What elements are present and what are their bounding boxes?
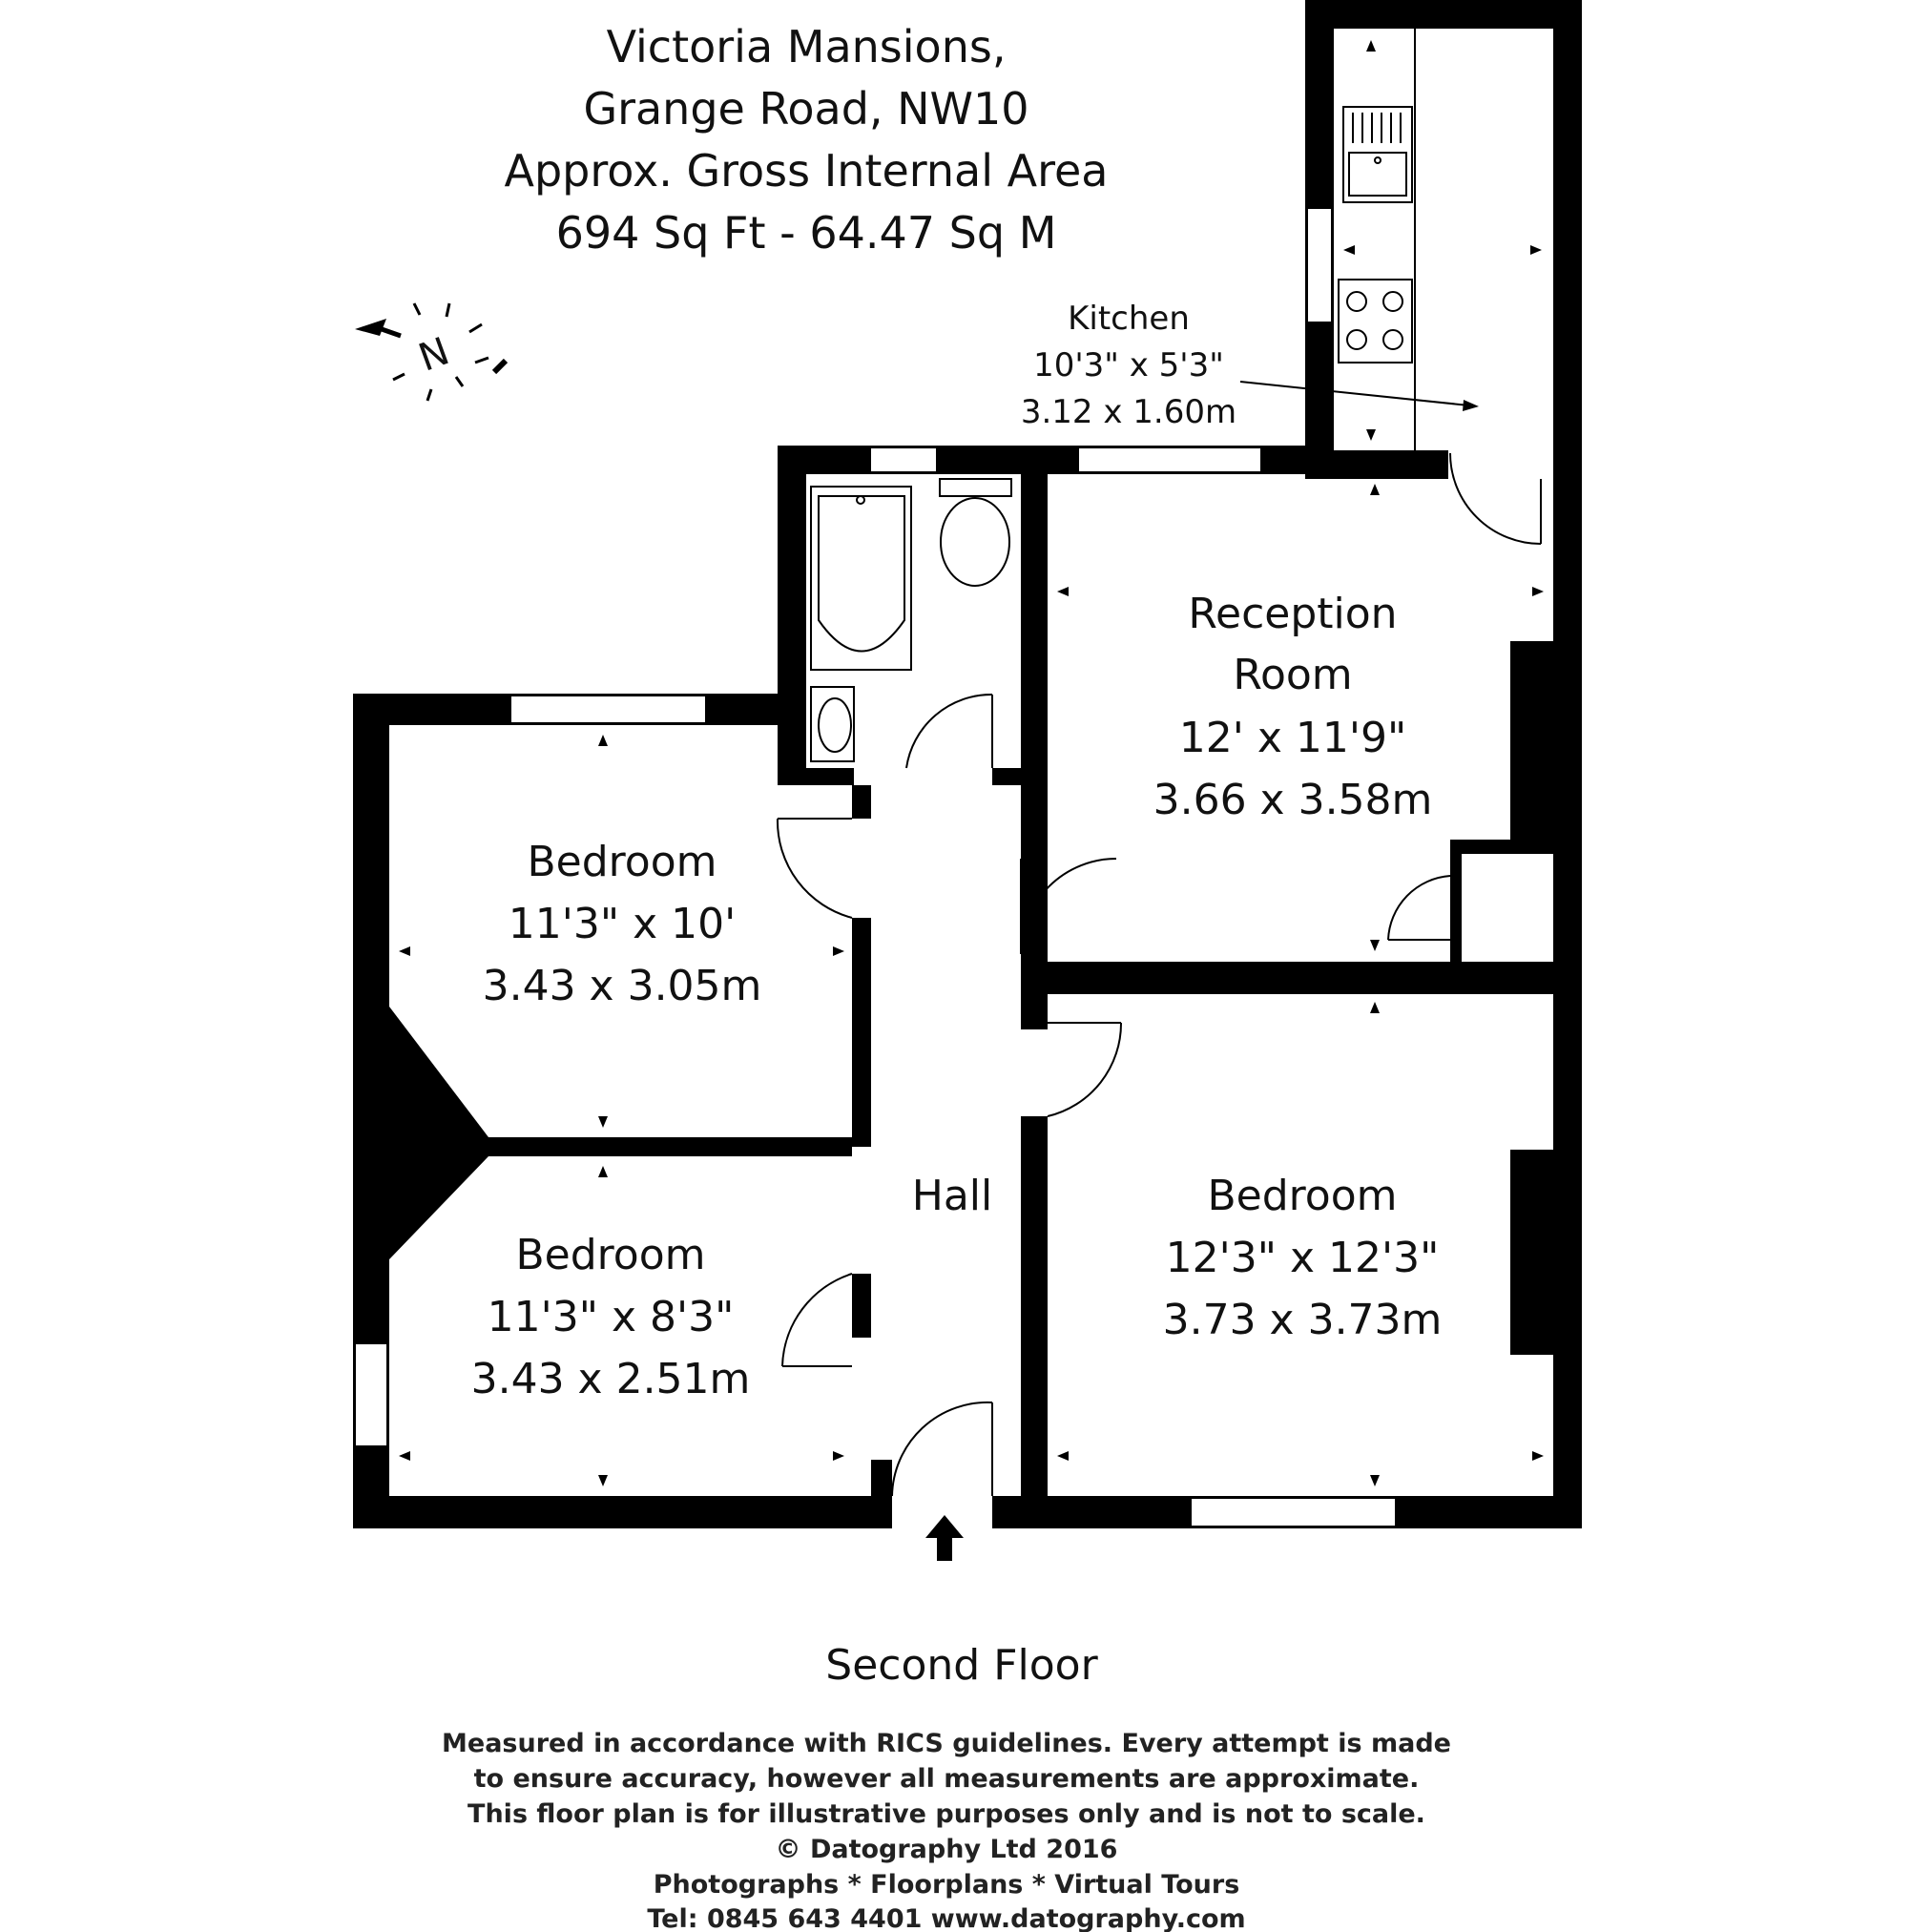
bedroom-2-name: Bedroom [515,1231,706,1279]
wall [852,1274,871,1338]
header-line-1: Victoria Mansions, [606,21,1007,73]
wall [353,1496,892,1528]
bedroom-1-metric: 3.43 x 3.05m [482,962,762,1010]
door-swing [778,819,852,918]
disclaimer-footer [442,1729,1451,1932]
header-line-4: 694 Sq Ft - 64.47 Sq M [555,207,1057,259]
footer-line-6: Tel: 0845 643 4401 www.datography.com [647,1904,1246,1932]
door-swing [1388,876,1450,940]
window [870,447,937,472]
wall [1450,840,1462,962]
wall [1553,0,1582,1528]
dimension-arrow [1343,245,1355,255]
toilet-icon [940,479,1011,586]
dimension-arrow [1370,1002,1380,1013]
wall [871,1460,892,1528]
dimension-arrow [1366,40,1376,52]
dimension-arrow [1057,587,1069,596]
dimension-arrow [1370,940,1380,951]
kitchen-name: Kitchen [1068,300,1190,338]
window [355,1343,387,1446]
bedroom-3-name: Bedroom [1207,1172,1398,1220]
wall [992,768,1048,785]
compass-north-label: N [413,329,455,381]
dimension-arrow [1366,429,1376,441]
door-swing [782,1274,852,1366]
wall [1450,840,1553,854]
header-block [505,21,1109,259]
dimension-arrow [1532,587,1544,596]
wall [852,918,871,1147]
washbasin-icon [811,687,854,761]
dimension-arrow [1057,1451,1069,1461]
entrance-arrow-icon [925,1515,964,1561]
door-swing [892,1402,992,1496]
window [510,696,706,723]
door-swing [1450,453,1541,544]
reception-imperial: 12' x 11'9" [1178,714,1407,762]
door-swing [1048,1023,1121,1116]
dimension-arrow [399,1451,410,1461]
dimension-arrow [399,946,410,956]
window [1078,447,1261,472]
dimension-arrow [1530,245,1542,255]
header-line-3: Approx. Gross Internal Area [504,145,1109,197]
hall-name: Hall [911,1172,993,1220]
footer-line-1: Measured in accordance with RICS guidelines. Every attempt is made [442,1729,1451,1758]
hob-icon [1339,280,1412,363]
bedroom-1-name: Bedroom [527,838,717,886]
sink-icon [1343,107,1412,202]
kitchen-leader-arrow [1463,400,1479,411]
kitchen-leader-line [1240,382,1469,405]
wall [1021,954,1048,1023]
footer-line-2: to ensure accuracy, however all measurements are approximate. [473,1764,1420,1794]
dimension-arrow [1532,1451,1544,1461]
chimney-breast [1510,1150,1553,1355]
bedroom-2-metric: 3.43 x 2.51m [470,1355,751,1403]
bedroom-3-imperial: 12'3" x 12'3" [1165,1234,1440,1282]
wall [778,768,854,785]
dimension-arrow [598,1116,608,1128]
footer-line-4: © Datography Ltd 2016 [775,1835,1118,1864]
bathtub-icon [811,487,911,670]
chimney-breast [1510,641,1553,853]
footer-line-5: Photographs * Floorplans * Virtual Tours [653,1870,1240,1900]
bedroom-3-metric: 3.73 x 3.73m [1162,1296,1443,1344]
dimension-arrow [833,1451,844,1461]
chimney-breast [389,1007,488,1259]
kitchen-metric: 3.12 x 1.60m [1020,393,1237,431]
wall [1048,962,1582,994]
dimension-arrow [598,735,608,746]
dimension-arrow [1370,1475,1380,1486]
bedroom-1-imperial: 11'3" x 10' [508,900,737,948]
window [1191,1498,1396,1527]
header-line-2: Grange Road, NW10 [583,83,1029,135]
reception-name-line-1: Reception [1188,590,1398,638]
reception-metric: 3.66 x 3.58m [1153,776,1433,824]
wall [778,446,806,785]
window [1307,208,1332,322]
wall [852,785,871,819]
dimension-arrow [1370,484,1380,495]
kitchen-imperial: 10'3" x 5'3" [1033,346,1224,384]
reception-name-line-2: Room [1233,651,1353,699]
dimension-arrow [833,946,844,956]
floor-label: Second Floor [825,1641,1098,1690]
door-swing [906,695,992,768]
wall [1021,474,1048,1029]
bedroom-2-imperial: 11'3" x 8'3" [487,1293,735,1341]
wall [1021,1116,1048,1528]
wall [1305,0,1582,29]
footer-line-3: This floor plan is for illustrative purposes only and is not to scale. [467,1799,1425,1829]
dimension-arrow [598,1166,608,1177]
compass-icon [355,303,506,401]
dimension-arrow [598,1475,608,1486]
